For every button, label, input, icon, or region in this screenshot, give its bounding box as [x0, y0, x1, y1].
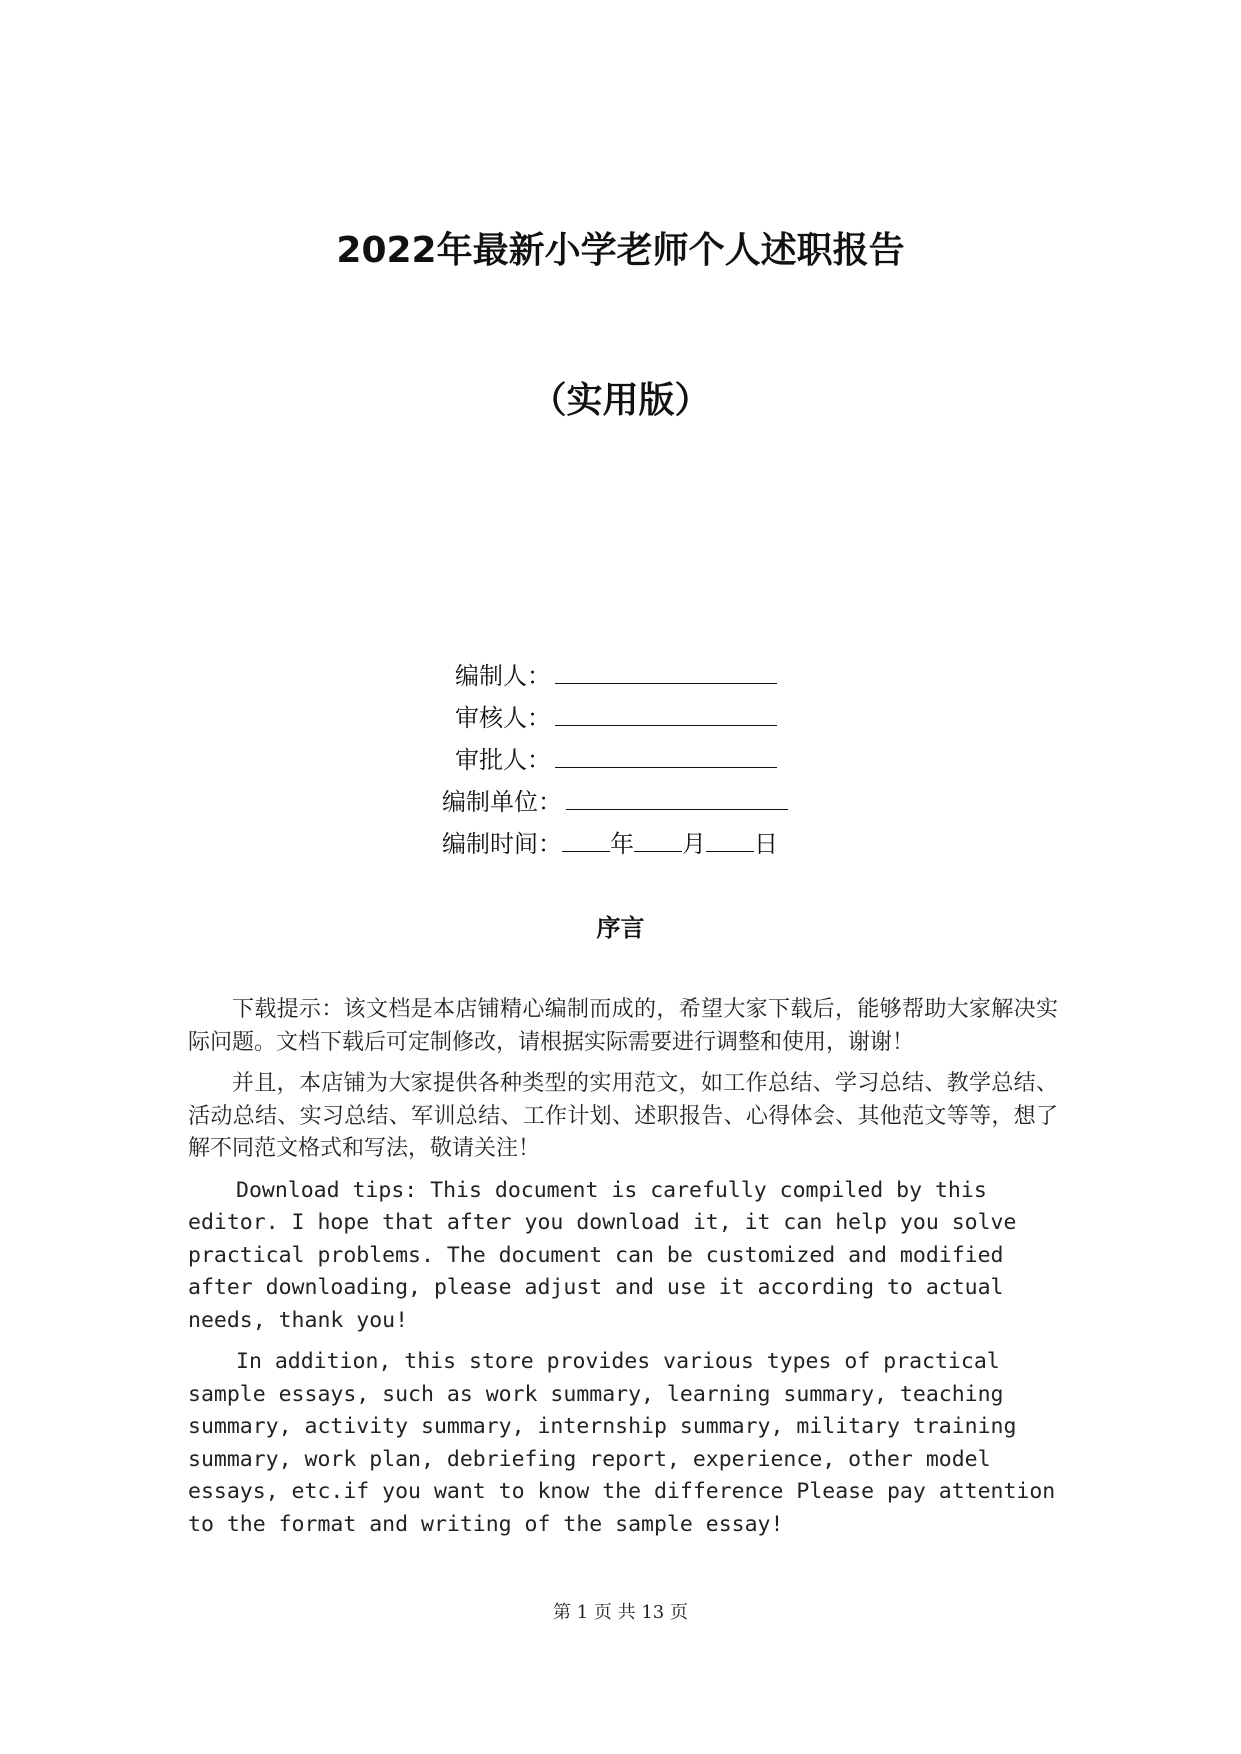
preface-paragraph-2: 并且，本店铺为大家提供各种类型的实用范文，如工作总结、学习总结、教学总结、活动总结、实习总结、军训总结、工作计划、述职报告、心得体会、其他范文等等，想了解不同范文格式和写法，敬请关注！ [188, 1071, 1058, 1161]
unit-row [442, 782, 788, 822]
approver-label: 审批人： [455, 746, 551, 774]
approver-row [455, 740, 777, 780]
preface-paragraph-3: Download tips: This document is carefully compiled by this editor. I hope that after you download it, it can help you solve practical problems. The document can be customized and modified after downloading, please adjust and use it according to actual needs, thank you! [188, 1177, 1017, 1333]
preface-body [188, 994, 1058, 1550]
day-blank [706, 827, 754, 852]
preface-title: 序言 [596, 914, 645, 942]
year-label: 年 [610, 830, 634, 858]
reviewer-label: 审核人： [455, 704, 551, 732]
time-row [442, 824, 778, 864]
document-title: 2022年最新小学老师个人述职报告 [336, 230, 905, 271]
unit-label: 编制单位： [442, 788, 562, 816]
preface-paragraph-4: In addition, this store provides various types of practical sample essays, such as work summary, learning summary, teaching summary, activity summary, internship summary, military training summary, work plan, debriefing report, experience, other model essays, etc.if you want to know the difference Please pay attention to the format and writing of the sample essay! [188, 1349, 1056, 1537]
compiler-label: 编制人： [455, 662, 551, 690]
compiler-row [455, 656, 777, 696]
month-blank [634, 827, 682, 852]
page-footer: 第 1 页 共 13 页 [553, 1602, 688, 1623]
approver-blank [555, 743, 777, 768]
preface-paragraph-1: 下载提示：该文档是本店铺精心编制而成的，希望大家下载后，能够帮助大家解决实际问题。文档下载后可定制修改，请根据实际需要进行调整和使用，谢谢！ [188, 997, 1058, 1055]
unit-blank [566, 785, 788, 810]
document-subtitle: （实用版） [530, 380, 711, 421]
compiler-blank [555, 659, 777, 684]
time-label: 编制时间： [442, 830, 562, 858]
reviewer-blank [555, 701, 777, 726]
month-label: 月 [682, 830, 706, 858]
reviewer-row [455, 698, 777, 738]
day-label: 日 [754, 830, 778, 858]
year-blank [562, 827, 610, 852]
